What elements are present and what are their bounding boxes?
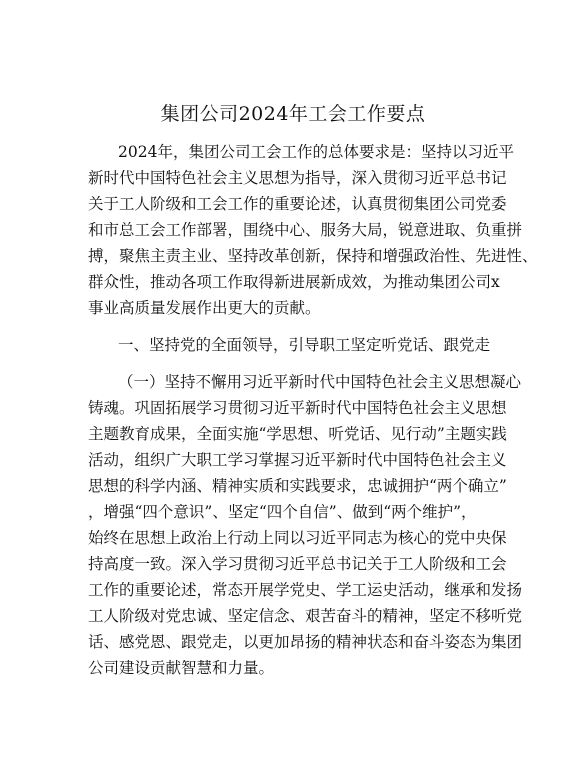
body-line: 始终在思想上政治上行动上同以习近平同志为核心的党中央保	[88, 529, 507, 547]
body-line: 话、感党恩、跟党走，以更加昂扬的精神状态和奋斗姿态为集团	[88, 633, 523, 651]
body-line: （一）坚持不懈用习近平新时代中国特色社会主义思想凝心	[118, 373, 522, 391]
intro-line: 2024年，集团公司工会工作的总体要求是：坚持以习近平	[118, 143, 514, 161]
body-line: 铸魂。巩固拓展学习贯彻习近平新时代中国特色社会主义思想	[88, 399, 507, 417]
body-line: ，增强“四个意识”、坚定“四个自信”、做到“两个维护”，	[88, 503, 477, 521]
section-heading: 一、坚持党的全面领导，引导职工坚定听党话、跟党走	[118, 336, 491, 354]
intro-line: 新时代中国特色社会主义思想为指导，深入贯彻习近平总书记	[88, 169, 507, 187]
body-line: 活动，组织广大职工学习掌握习近平新时代中国特色社会主义	[88, 451, 507, 469]
body-line: 工作的重要论述，常态开展学党史、学工运史活动，继承和发扬	[88, 581, 523, 599]
intro-line: 事业高质量发展作出更大的贡献。	[88, 299, 321, 317]
intro-line: 和市总工会工作部署，围绕中心、服务大局，锐意进取、负重拼	[88, 221, 523, 239]
body-line: 持高度一致。深入学习贯彻习近平总书记关于工人阶级和工会	[88, 555, 507, 573]
body-line: 公司建设贡献智慧和力量。	[88, 659, 275, 677]
intro-line: 关于工人阶级和工会工作的重要论述，认真贯彻集团公司党委	[88, 195, 507, 213]
document-title: 集团公司2024年工会工作要点	[160, 103, 426, 125]
intro-line: 搏，聚焦主责主业、坚持改革创新，保持和增强政治性、先进性、	[88, 247, 538, 265]
intro-line: 群众性，推动各项工作取得新进展新成效，为推动集团公司x	[88, 273, 500, 291]
body-line: 工人阶级对党忠诚、坚定信念、艰苦奋斗的精神，坚定不移听党	[88, 607, 523, 625]
body-line: 主题教育成果，全面实施“学思想、听党话、见行动”主题实践	[88, 425, 507, 443]
body-line: 思想的科学内涵、精神实质和实践要求，忠诚拥护“两个确立”	[88, 477, 507, 495]
